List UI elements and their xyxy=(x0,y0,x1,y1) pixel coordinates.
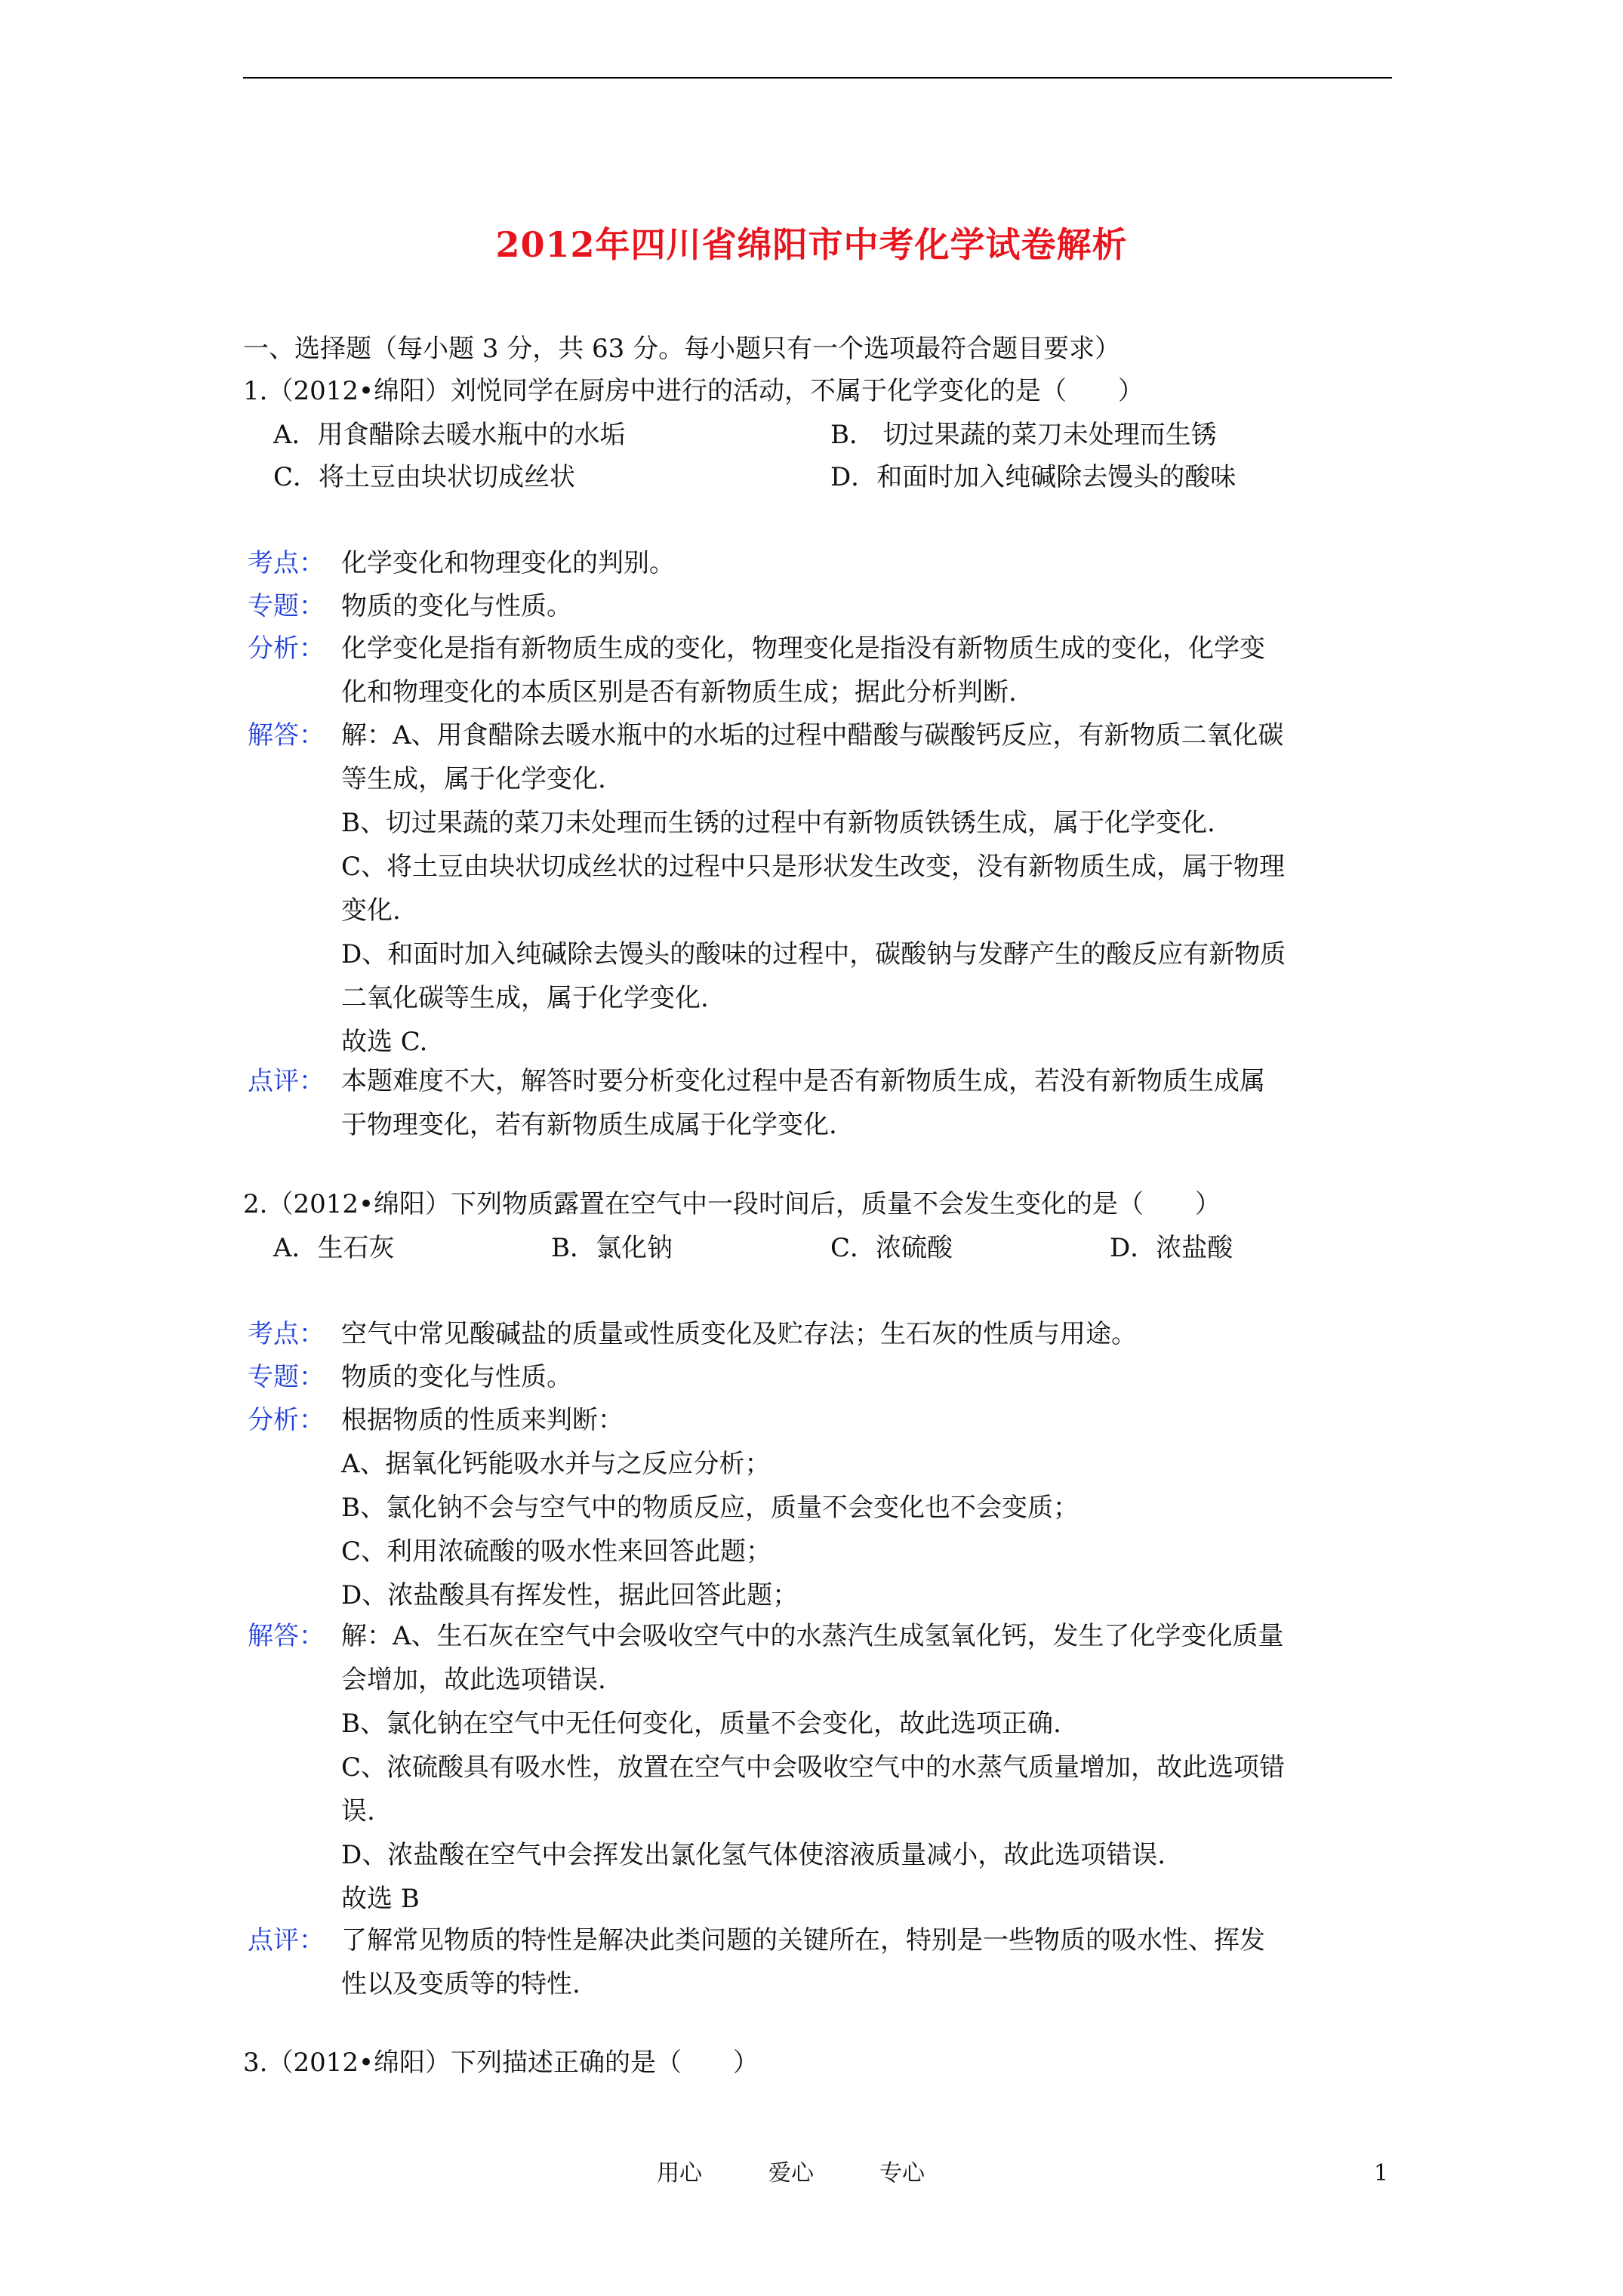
q2-kaodian-label: 考点： xyxy=(248,1319,325,1349)
q2-jieda-line: 故选 B xyxy=(341,1884,420,1914)
q3-stem: 3.（2012•绵阳）下列描述正确的是（ ） xyxy=(243,2048,759,2078)
q2-fenxi-label: 分析： xyxy=(248,1405,325,1435)
q2-dianping-label: 点评： xyxy=(248,1925,325,1955)
q2-dianping-line: 性以及变质等的特性. xyxy=(341,1969,581,1999)
q1-dianping-line: 本题难度不大，解答时要分析变化过程中是否有新物质生成，若没有新物质生成属 xyxy=(341,1066,1265,1096)
page-title: 2012年四川省绵阳市中考化学试卷解析 xyxy=(495,224,1128,265)
q1-jieda-line: 二氧化碳等生成，属于化学变化. xyxy=(341,983,709,1013)
q2-zhuanti-label: 专题： xyxy=(248,1362,325,1392)
q1-option-a: A．用食醋除去暖水瓶中的水垢 xyxy=(273,420,626,450)
q1-dianping-line: 于物理变化，若有新物质生成属于化学变化. xyxy=(341,1110,837,1140)
q2-kaodian-text: 空气中常见酸碱盐的质量或性质变化及贮存法；生石灰的性质与用途。 xyxy=(341,1319,1137,1349)
page-number: 1 xyxy=(1374,2160,1389,2187)
q1-jieda-text xyxy=(341,713,1286,1064)
q2-option-a: A．生石灰 xyxy=(273,1233,395,1263)
q2-jieda-text xyxy=(341,1614,1285,1921)
q1-jieda-line: C、将土豆由块状切成丝状的过程中只是形状发生改变，没有新物质生成，属于物理 xyxy=(341,852,1286,882)
q2-dianping-text xyxy=(341,1918,1265,2006)
q1-fenxi-line: 化学变化是指有新物质生成的变化，物理变化是指没有新物质生成的变化，化学变 xyxy=(341,633,1265,664)
q2-option-c: C．浓硫酸 xyxy=(830,1233,953,1263)
q1-option-b: B． 切过果蔬的菜刀未处理而生锈 xyxy=(830,420,1217,450)
q1-stem: 1.（2012•绵阳）刘悦同学在厨房中进行的活动，不属于化学变化的是（ ） xyxy=(243,376,1144,406)
q1-jieda-line: 解：A、用食醋除去暖水瓶中的水垢的过程中醋酸与碳酸钙反应，有新物质二氧化碳 xyxy=(341,720,1284,750)
q1-kaodian-text: 化学变化和物理变化的判别。 xyxy=(341,548,675,578)
q2-option-b: B．氯化钠 xyxy=(551,1233,673,1263)
q2-jieda-line: C、浓硫酸具有吸水性，放置在空气中会吸收空气中的水蒸气质量增加，故此选项错 xyxy=(341,1752,1286,1783)
q2-fenxi-line: A、据氧化钙能吸水并与之反应分析； xyxy=(341,1449,771,1479)
q2-option-d: D．浓盐酸 xyxy=(1110,1233,1233,1263)
q1-jieda-line: D、和面时加入纯碱除去馒头的酸味的过程中，碳酸钠与发酵产生的酸反应有新物质 xyxy=(341,939,1286,969)
q2-fenxi-line: B、氯化钠不会与空气中的物质反应，质量不会变化也不会变质； xyxy=(341,1493,1079,1523)
q1-zhuanti-label: 专题： xyxy=(248,591,325,621)
q1-fenxi-label: 分析： xyxy=(248,633,325,664)
header-rule xyxy=(243,77,1392,79)
q2-fenxi-line: C、利用浓硫酸的吸水性来回答此题； xyxy=(341,1536,772,1567)
q2-jieda-line: 解：A、生石灰在空气中会吸收空气中的水蒸汽生成氢氧化钙，发生了化学变化质量 xyxy=(341,1621,1284,1651)
q2-jieda-line: B、氯化钠在空气中无任何变化，质量不会变化，故此选项正确. xyxy=(341,1709,1061,1739)
footer-motto-2: 爱心 xyxy=(768,2160,814,2187)
q1-jieda-line: 故选 C. xyxy=(341,1027,428,1057)
q1-fenxi-line: 化和物理变化的本质区别是否有新物质生成；据此分析判断. xyxy=(341,677,1017,707)
q2-jieda-label: 解答： xyxy=(248,1621,325,1651)
q2-fenxi-text xyxy=(341,1398,1079,1617)
q1-option-d: D．和面时加入纯碱除去馒头的酸味 xyxy=(830,462,1236,492)
q2-zhuanti-text: 物质的变化与性质。 xyxy=(341,1362,572,1392)
q1-zhuanti-text: 物质的变化与性质。 xyxy=(341,591,572,621)
q1-kaodian-label: 考点： xyxy=(248,548,325,578)
footer-motto-1: 用心 xyxy=(657,2160,702,2187)
q1-fenxi-text xyxy=(341,627,1265,714)
q2-dianping-line: 了解常见物质的特性是解决此类问题的关键所在，特别是一些物质的吸水性、挥发 xyxy=(341,1925,1265,1955)
section-heading: 一、选择题（每小题 3 分，共 63 分。每小题只有一个选项最符合题目要求） xyxy=(243,334,1121,364)
q2-stem: 2.（2012•绵阳）下列物质露置在空气中一段时间后，质量不会发生变化的是（ ） xyxy=(243,1189,1221,1219)
q1-option-c: C．将土豆由块状切成丝状 xyxy=(273,462,576,492)
q1-jieda-label: 解答： xyxy=(248,720,325,750)
footer-motto-3: 专心 xyxy=(879,2160,925,2187)
q1-jieda-line: B、切过果蔬的菜刀未处理而生锈的过程中有新物质铁锈生成，属于化学变化. xyxy=(341,808,1215,838)
q1-dianping-text xyxy=(341,1059,1265,1147)
q1-jieda-line: 等生成，属于化学变化. xyxy=(341,764,606,794)
q2-jieda-line: 会增加，故此选项错误. xyxy=(341,1665,606,1695)
q2-fenxi-line: 根据物质的性质来判断： xyxy=(341,1405,624,1435)
q2-fenxi-line: D、浓盐酸具有挥发性，据此回答此题； xyxy=(341,1580,799,1610)
q2-jieda-line: 误. xyxy=(341,1796,375,1826)
q2-jieda-line: D、浓盐酸在空气中会挥发出氯化氢气体使溶液质量减小，故此选项错误. xyxy=(341,1840,1166,1870)
q1-jieda-line: 变化. xyxy=(341,895,401,926)
q1-dianping-label: 点评： xyxy=(248,1066,325,1096)
